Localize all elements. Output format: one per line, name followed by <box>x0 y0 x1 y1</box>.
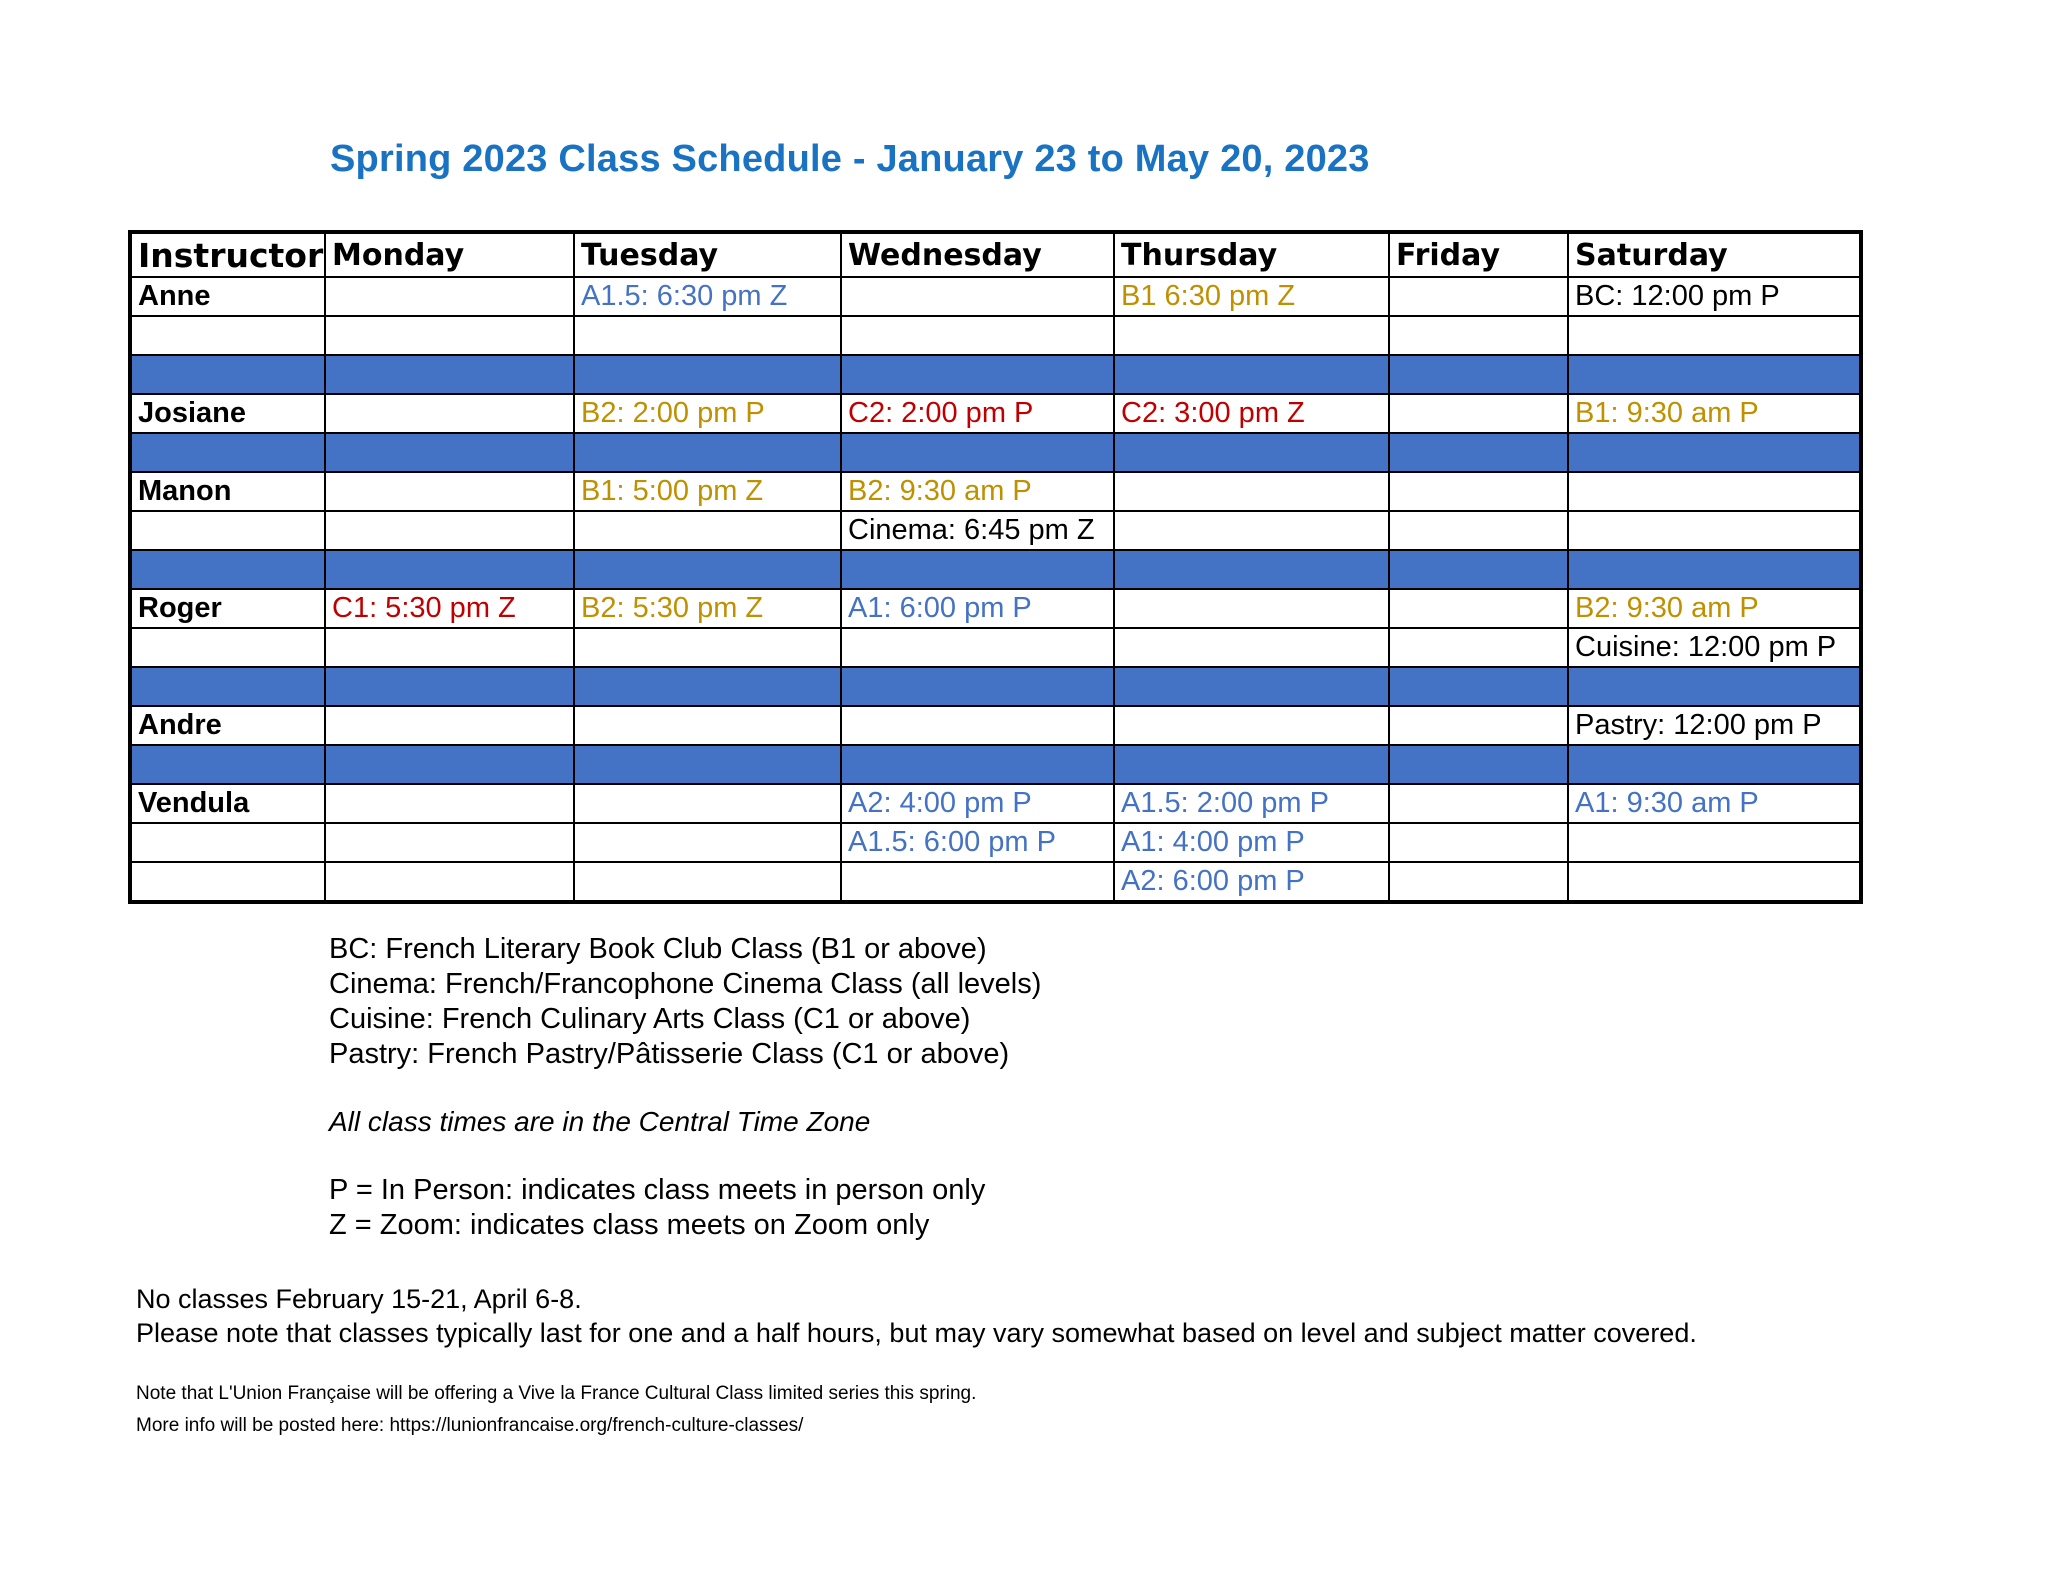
instructor-cell: Manon <box>130 472 325 511</box>
class-cell: BC: 12:00 pm P <box>1568 277 1861 316</box>
table-row <box>130 862 1861 902</box>
header-saturday: Saturday <box>1568 232 1861 277</box>
class-cell <box>1568 511 1861 550</box>
class-cell <box>325 472 574 511</box>
separator-cell <box>841 745 1114 784</box>
instructor-cell: Vendula <box>130 784 325 823</box>
class-cell: A1.5: 2:00 pm P <box>1114 784 1389 823</box>
class-cell: B2: 9:30 am P <box>841 472 1114 511</box>
class-cell <box>574 784 841 823</box>
mode-key <box>329 1173 985 1243</box>
separator-cell <box>325 550 574 589</box>
separator-cell <box>130 550 325 589</box>
schedule-notes <box>136 1282 1697 1350</box>
more-info-note: More info will be posted here: https://lunionfrancaise.org/french-culture-classes/ <box>136 1415 804 1436</box>
table-row <box>130 394 1861 433</box>
class-cell <box>574 706 841 745</box>
class-cell: C2: 3:00 pm Z <box>1114 394 1389 433</box>
mode-key-in-person: P = In Person: indicates class meets in person only <box>329 1174 986 1206</box>
header-instructor: Instructor <box>130 232 325 277</box>
instructor-cell <box>130 862 325 902</box>
class-cell: Pastry: 12:00 pm P <box>1568 706 1861 745</box>
instructor-cell <box>130 823 325 862</box>
class-cell: Cuisine: 12:00 pm P <box>1568 628 1861 667</box>
separator-cell <box>574 550 841 589</box>
separator-cell <box>1389 355 1568 394</box>
separator-cell <box>1568 550 1861 589</box>
class-cell <box>1114 316 1389 355</box>
separator-cell <box>1114 433 1389 472</box>
separator-cell <box>574 745 841 784</box>
separator-cell <box>130 433 325 472</box>
class-cell <box>574 823 841 862</box>
instructor-cell: Josiane <box>130 394 325 433</box>
separator-cell <box>130 667 325 706</box>
instructor-cell: Anne <box>130 277 325 316</box>
legend-cinema: Cinema: French/Francophone Cinema Class (all levels) <box>329 968 1042 1000</box>
class-cell <box>325 823 574 862</box>
legend-bc: BC: French Literary Book Club Class (B1 or above) <box>329 933 987 965</box>
separator-cell <box>1568 667 1861 706</box>
table-row <box>130 784 1861 823</box>
class-cell <box>1389 472 1568 511</box>
header-monday: Monday <box>325 232 574 277</box>
header-friday: Friday <box>1389 232 1568 277</box>
instructor-cell: Roger <box>130 589 325 628</box>
header-wednesday: Wednesday <box>841 232 1114 277</box>
class-cell <box>325 862 574 902</box>
class-cell <box>841 628 1114 667</box>
class-cell <box>574 862 841 902</box>
table-row <box>130 277 1861 316</box>
class-cell <box>1389 823 1568 862</box>
separator-cell <box>1114 355 1389 394</box>
page-title: Spring 2023 Class Schedule - January 23 to May 20, 2023 <box>330 138 1370 180</box>
class-cell <box>841 316 1114 355</box>
class-cell <box>1389 862 1568 902</box>
class-cell: B2: 9:30 am P <box>1568 589 1861 628</box>
table-row <box>130 589 1861 628</box>
header-thursday: Thursday <box>1114 232 1389 277</box>
class-cell: A1: 4:00 pm P <box>1114 823 1389 862</box>
separator-row <box>130 745 1861 784</box>
table-row <box>130 316 1861 355</box>
class-cell <box>841 706 1114 745</box>
class-cell <box>1389 589 1568 628</box>
separator-cell <box>841 433 1114 472</box>
separator-cell <box>1389 433 1568 472</box>
no-classes-note: No classes February 15-21, April 6-8. <box>136 1284 582 1314</box>
class-cell <box>325 706 574 745</box>
separator-cell <box>130 355 325 394</box>
class-cell <box>325 394 574 433</box>
separator-row <box>130 433 1861 472</box>
instructor-cell: Andre <box>130 706 325 745</box>
class-cell <box>574 628 841 667</box>
class-cell: Cinema: 6:45 pm Z <box>841 511 1114 550</box>
separator-cell <box>325 745 574 784</box>
timezone-note: All class times are in the Central Time Zone <box>329 1106 871 1137</box>
separator-cell <box>1389 745 1568 784</box>
separator-cell <box>1568 745 1861 784</box>
separator-cell <box>325 433 574 472</box>
class-cell <box>1389 277 1568 316</box>
table-row <box>130 706 1861 745</box>
class-cell <box>574 316 841 355</box>
class-cell: C1: 5:30 pm Z <box>325 589 574 628</box>
class-cell <box>1114 511 1389 550</box>
schedule-body <box>130 277 1861 902</box>
separator-cell <box>1114 745 1389 784</box>
class-cell: B1: 5:00 pm Z <box>574 472 841 511</box>
class-cell <box>1389 511 1568 550</box>
class-cell: B2: 5:30 pm Z <box>574 589 841 628</box>
header-row <box>130 232 1861 277</box>
class-cell <box>1568 862 1861 902</box>
separator-cell <box>1389 667 1568 706</box>
separator-cell <box>1568 433 1861 472</box>
class-cell: B2: 2:00 pm P <box>574 394 841 433</box>
class-cell: A1: 6:00 pm P <box>841 589 1114 628</box>
separator-cell <box>574 355 841 394</box>
cultural-class-notes <box>136 1378 976 1442</box>
class-cell: A2: 4:00 pm P <box>841 784 1114 823</box>
separator-cell <box>1114 550 1389 589</box>
class-cell <box>574 511 841 550</box>
separator-cell <box>1114 667 1389 706</box>
separator-cell <box>325 355 574 394</box>
separator-cell <box>574 433 841 472</box>
class-cell <box>325 511 574 550</box>
class-cell <box>325 784 574 823</box>
separator-row <box>130 667 1861 706</box>
class-cell <box>1114 706 1389 745</box>
class-cell: C2: 2:00 pm P <box>841 394 1114 433</box>
instructor-cell <box>130 316 325 355</box>
separator-cell <box>1568 355 1861 394</box>
schedule-table <box>128 230 1863 904</box>
class-cell <box>1114 589 1389 628</box>
class-cell <box>325 316 574 355</box>
separator-cell <box>841 550 1114 589</box>
separator-cell <box>325 667 574 706</box>
class-cell <box>1568 472 1861 511</box>
class-cell <box>325 277 574 316</box>
header-tuesday: Tuesday <box>574 232 841 277</box>
duration-note: Please note that classes typically last for one and a half hours, but may vary somewhat based on level and subject matter covered. <box>136 1318 1697 1348</box>
class-cell <box>1389 316 1568 355</box>
class-cell <box>1389 628 1568 667</box>
class-cell <box>1568 316 1861 355</box>
separator-row <box>130 550 1861 589</box>
table-row <box>130 628 1861 667</box>
separator-cell <box>574 667 841 706</box>
legend-cuisine: Cuisine: French Culinary Arts Class (C1 or above) <box>329 1003 971 1035</box>
separator-cell <box>1389 550 1568 589</box>
separator-cell <box>130 745 325 784</box>
class-cell: A1: 9:30 am P <box>1568 784 1861 823</box>
table-row <box>130 511 1861 550</box>
class-cell <box>1389 706 1568 745</box>
class-cell <box>1568 823 1861 862</box>
separator-row <box>130 355 1861 394</box>
class-cell: B1 6:30 pm Z <box>1114 277 1389 316</box>
class-cell <box>1389 394 1568 433</box>
legend <box>329 932 1041 1072</box>
separator-cell <box>841 355 1114 394</box>
class-cell <box>841 862 1114 902</box>
class-cell <box>1114 628 1389 667</box>
class-cell <box>1389 784 1568 823</box>
table-row <box>130 472 1861 511</box>
class-cell <box>841 277 1114 316</box>
separator-cell <box>841 667 1114 706</box>
table-row <box>130 823 1861 862</box>
cultural-note: Note that L'Union Française will be offering a Vive la France Cultural Class limited series this spring. <box>136 1383 977 1404</box>
mode-key-zoom: Z = Zoom: indicates class meets on Zoom only <box>329 1209 930 1241</box>
instructor-cell <box>130 511 325 550</box>
class-cell <box>325 628 574 667</box>
class-cell: A1.5: 6:00 pm P <box>841 823 1114 862</box>
class-cell: B1: 9:30 am P <box>1568 394 1861 433</box>
instructor-cell <box>130 628 325 667</box>
class-cell <box>1114 472 1389 511</box>
class-cell: A1.5: 6:30 pm Z <box>574 277 841 316</box>
class-cell: A2: 6:00 pm P <box>1114 862 1389 902</box>
legend-pastry: Pastry: French Pastry/Pâtisserie Class (C1 or above) <box>329 1038 1010 1070</box>
